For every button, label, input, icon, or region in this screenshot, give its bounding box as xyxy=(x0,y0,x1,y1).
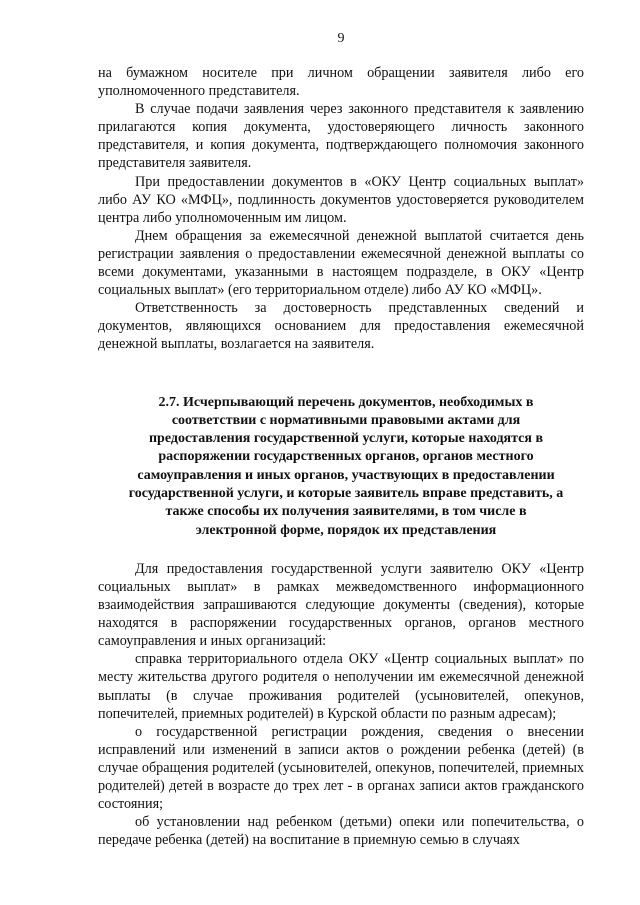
paragraph-application-date: Днем обращения за ежемесячной денежной выплатой считается день регистрации заявления о предоставлении ежемесячной денежной выплаты со всеми документами, указанными в настоящем подразделе, в ОКУ «Центр социальных выплат» (его территориальном отделе) либо АУ КО «МФЦ». xyxy=(98,227,584,299)
list-item-certificate: справка территориального отдела ОКУ «Центр социальных выплат» по месту жительства другого родителя о неполучении им ежемесячной денежной выплаты (в случае проживания родителей (усыновителей, опекунов, попечителей, приемных родителей) в Курской области по разным адресам); xyxy=(98,651,584,722)
list-item-guardianship: об установлении над ребенком (детьми) опеки или попечительства, о передаче ребенка (детей) на воспитание в приемную семью в случаях xyxy=(98,814,584,849)
paragraph-responsibility: Ответственность за достоверность представленных сведений и документов, являющихся основанием для предоставления ежемесячной денежной выплаты, возлагается на заявителя. xyxy=(98,300,584,353)
paragraph-continuation: на бумажном носителе при личном обращении заявителя либо его уполномоченного представителя. xyxy=(98,65,584,100)
section-heading-2-7: 2.7. Исчерпывающий перечень документов, необходимых в соответствии с нормативными правовыми актами для предоставления государственной услуги, которые находятся в распоряжении государственных органов, органов местного самоуправления и иных органов, участвующих в предоставлении государственной услуги, и которые заявитель вправе представить, а также способы их получения заявителями, в том числе в электронной форме, порядок их представления xyxy=(128,394,564,538)
page-number: 9 xyxy=(337,31,345,46)
paragraph-interdepartmental-request: Для предоставления государственной услуги заявителю ОКУ «Центр социальных выплат» в рамках межведомственного информационного взаимодействия запрашиваются следующие документы (сведения), которые находятся в распоряжении государственных органов, органов местного самоуправления и иных организаций: xyxy=(98,560,584,650)
list-item-birth-registration: о государственной регистрации рождения, сведения о внесении исправлений или изменений в записи актов о рождении ребенка (детей) (в случае обращения родителей (усыновителей, опекунов, попечителей, приемных родителей) детей в возрасте до трех лет - в органах записи актов гражданского состояния; xyxy=(98,723,584,813)
paragraph-legal-representative: В случае подачи заявления через законного представителя к заявлению прилагаются копия документа, удостоверяющего личность законного представителя, и копия документа, подтверждающего полномочия законного представителя заявителя. xyxy=(98,101,584,172)
paragraph-document-certification: При предоставлении документов в «ОКУ Центр социальных выплат» либо АУ КО «МФЦ», подлинность документов удостоверяется руководителем центра либо уполномоченным им лицом. xyxy=(98,173,584,226)
document-page xyxy=(98,30,584,849)
